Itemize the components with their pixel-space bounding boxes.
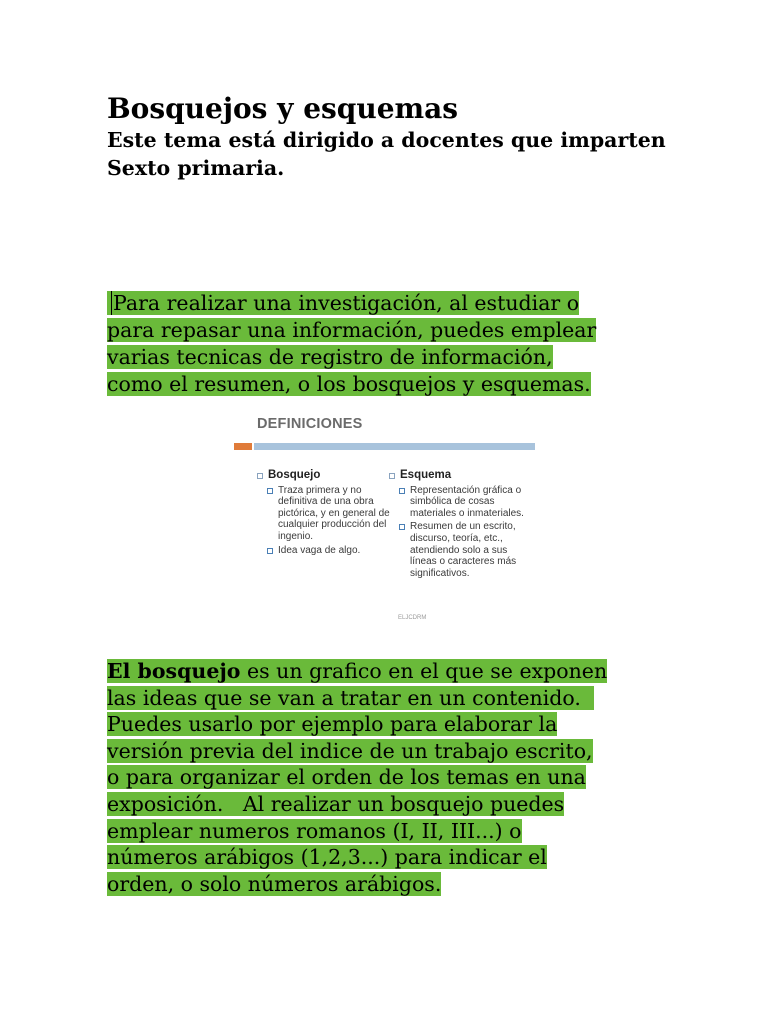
bullet-square-icon (257, 473, 263, 479)
definition-heading: Bosquejo (268, 469, 321, 481)
text-cursor (111, 291, 112, 315)
bosquejo-line: orden, o solo números arábigos. (107, 871, 442, 896)
page-title: Bosquejos y esquemas (107, 92, 459, 125)
definition-item: Representación gráfica o simbólica de cosas materiales o inmateriales. (410, 484, 524, 519)
intro-line: Para realizar una investigación, al estudiar o (113, 291, 580, 315)
definition-item: Idea vaga de algo. (278, 544, 361, 556)
esquema-definition (389, 470, 534, 581)
definition-heading: Esquema (400, 469, 452, 481)
bullet-square-icon (399, 524, 405, 530)
bosquejo-line: o para organizar el orden de los temas en una (107, 765, 586, 790)
bullet-square-icon (267, 548, 273, 554)
bullet-square-icon (399, 488, 405, 494)
slide-title-bar (254, 443, 535, 450)
intro-line: varias tecnicas de registro de información, (107, 345, 553, 369)
bullet-square-icon (267, 488, 273, 494)
bosquejo-term: El bosquejo (107, 659, 241, 683)
slide-title: DEFINICIONES (257, 416, 363, 432)
page-subtitle: Este tema está dirigido a docentes que imparten Sexto primaria. (107, 128, 666, 180)
bullet-square-icon (389, 473, 395, 479)
intro-paragraph (107, 290, 596, 398)
bosquejo-line: las ideas que se van a tratar en un contenido. (107, 685, 594, 710)
bosquejo-line: números arábigos (1,2,3...) para indicar el (107, 845, 547, 870)
definition-item: Resumen de un escrito, discurso, teoría, etc., atendiendo solo a sus líneas o caracteres más significativos. (410, 521, 517, 579)
intro-line: para repasar una información, puedes emplear (107, 318, 597, 342)
bosquejo-line: es un grafico en el que se exponen (240, 659, 608, 683)
definitions-slide-image (232, 408, 537, 626)
bosquejo-paragraph (107, 658, 607, 897)
slide-accent-bar (234, 443, 252, 450)
bosquejo-line: versión previa del indice de un trabajo escrito, (107, 738, 593, 763)
bosquejo-line: exposición. Al realizar un bosquejo puedes (107, 791, 565, 816)
intro-line: como el resumen, o los bosquejos y esquemas. (107, 372, 591, 396)
bosquejo-line: emplear numeros romanos (I, II, III...) o (107, 818, 522, 843)
bosquejo-line: Puedes usarlo por ejemplo para elaborar la (107, 712, 558, 737)
definition-item: Traza primera y no definitiva de una obra pictórica, y en general de cualquier producción del ingenio. (278, 484, 390, 542)
bosquejo-definition (257, 470, 392, 558)
slide-source-credit: ELJCDRM (398, 615, 427, 621)
